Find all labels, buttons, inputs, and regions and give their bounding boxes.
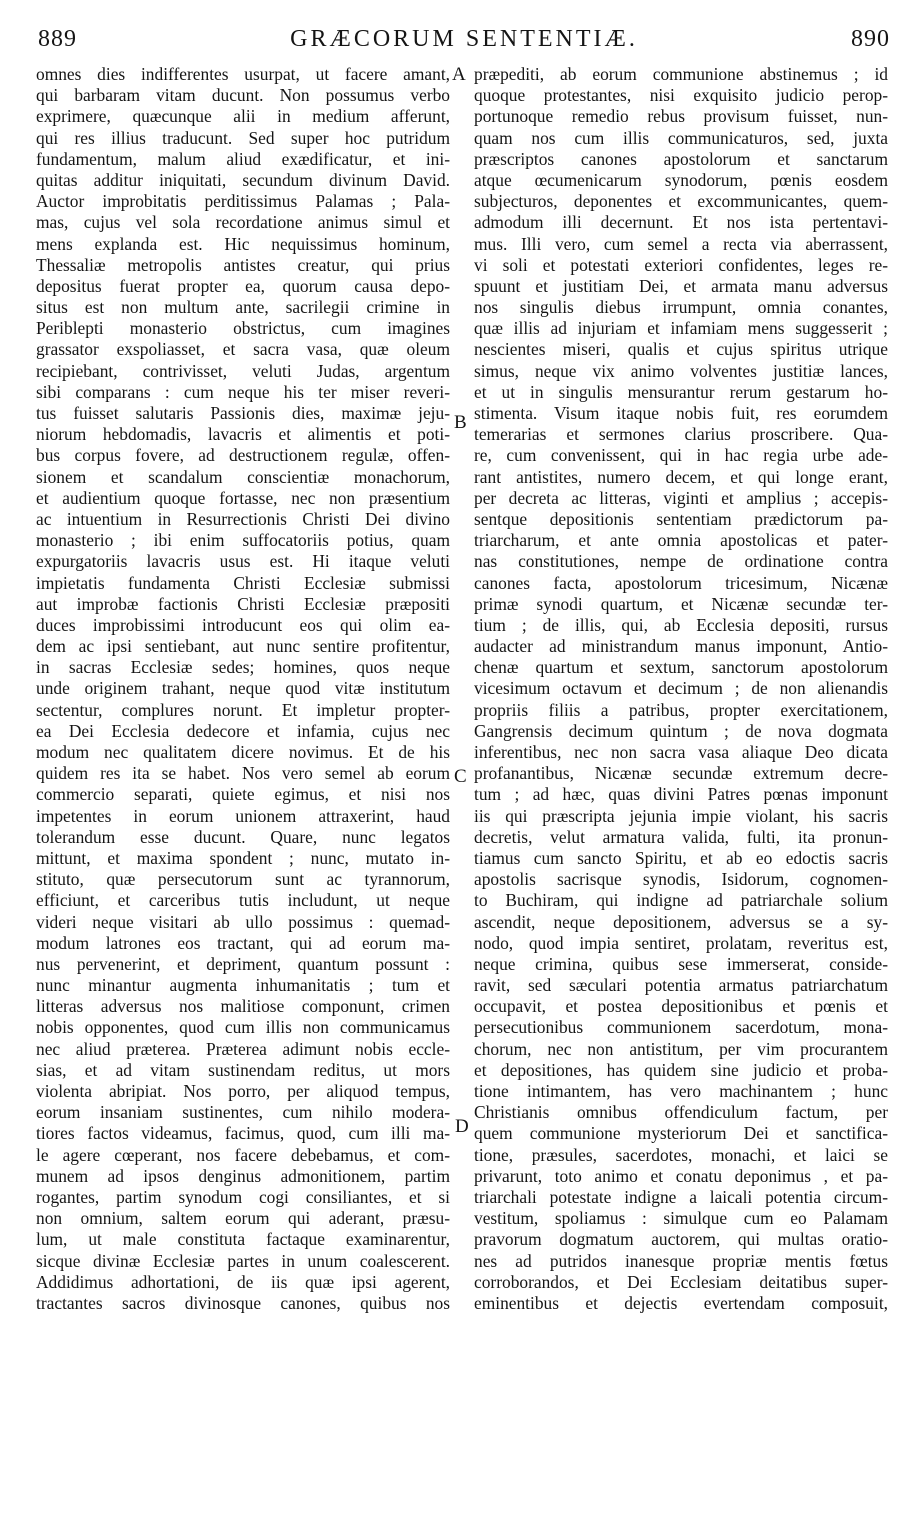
text-line: modum latrones eos tractant, qui ad eorum ma-	[36, 932, 450, 953]
text-line: profanantibus, Nicænæ secundæ extremum decre-	[474, 763, 888, 784]
text-line: nescientes miseri, qualis et cujus spiritus utrique	[474, 339, 888, 360]
text-line: Addidimus adhortationi, de iis quæ ipsi agerent,	[36, 1271, 450, 1292]
text-line: ascendit, neque depositionem, adversus se a sy-	[474, 911, 888, 932]
text-line: decretis, velut armatura valida, fulti, ita pronun-	[474, 826, 888, 847]
text-line: quoque protestantes, nisi exquisito judicio perop-	[474, 85, 888, 106]
text-line: mus. Illi vero, cum semel a recta via aberrassent,	[474, 233, 888, 254]
text-line: fundamentum, malum aliud exædificatur, et ini-	[36, 148, 450, 169]
text-line: Auctor improbitatis perditissimus Palamas ; Pala-	[36, 191, 450, 212]
text-line: Thessaliæ metropolis antistes creatur, qui prius	[36, 254, 450, 275]
text-line: quam nos cum illis communicaturos, sed, juxta	[474, 127, 888, 148]
text-line: sentque depositionis sententiam prædictorum pa-	[474, 508, 888, 529]
text-line: Christianis omnibus offendiculum factum, per	[474, 1102, 888, 1123]
text-line: chorum, nec non antistitum, per vim procurantem	[474, 1038, 888, 1059]
text-line: ea Dei Ecclesia dedecore et infamia, cujus nec	[36, 720, 450, 741]
text-line: to Buchiram, qui indigne ad patriarchale solium	[474, 890, 888, 911]
text-line: vestitum, spoliamus : simulque cum eo Palamam	[474, 1208, 888, 1229]
text-line: stimenta. Visum itaque nobis fuit, res eorumdem	[474, 403, 888, 423]
text-line: sias, et ad vitam sustinendam reditus, ut mors	[36, 1059, 450, 1080]
text-line: exprimere, quæcunque alii in medium afferunt,	[36, 106, 450, 127]
text-column-left	[36, 64, 450, 1314]
text-line: inferentibus, nec non sacra vasa aliaque Deo dicata	[474, 742, 888, 762]
section-marker-d: D	[455, 1116, 469, 1137]
text-line: duces improbissimi introducunt eos qui olim ea-	[36, 614, 450, 635]
text-line: mens explanda est. Hic nequissimus hominum,	[36, 233, 450, 254]
text-line: commercio separati, quiete egimus, et nisi nos	[36, 784, 450, 805]
text-line: eminentibus et dejectis evertendam composuit,	[474, 1292, 888, 1313]
text-line: triarchali potestate indigne a laicali potentia circum-	[474, 1186, 888, 1207]
text-line: depositus fuerat propter ea, quorum causa depo-	[36, 275, 450, 296]
text-line: nus pervenerint, et depriment, quantum possunt :	[36, 953, 450, 974]
text-line: subjecturos, deponentes et excommunicantes, quem-	[474, 191, 888, 212]
text-line: tium ; de illis, qui, ab Ecclesia depositi, rursus	[474, 614, 888, 635]
text-line: situs est non multum ante, sacrilegii crimine in	[36, 297, 450, 318]
text-line: pravorum dogmatum auctorem, qui multas oratio-	[474, 1229, 888, 1250]
text-line: corroborandos, et Dei Ecclesiam deitatibus super-	[474, 1271, 888, 1292]
text-line: tum ; ad hæc, quas divini Patres pœnas imponunt	[474, 784, 888, 805]
text-line: triarcharum, et ante omnia apostolicas et pater-	[474, 530, 888, 551]
text-line: chenæ quartum et sextum, sanctorum apostolorum	[474, 657, 888, 678]
text-line: simus, neque vix animo volventes justitiæ lances,	[474, 360, 888, 381]
text-line: admodum illi decernunt. Et nos ista pertentavi-	[474, 212, 888, 233]
text-line: dem ac ipsi sentiebant, aut nunc sentire profitentur,	[36, 636, 450, 657]
text-line: impetentes in eorum unionem attraxerint, haud	[36, 805, 450, 826]
text-line: modum nec qualitatem dicere novimus. Et de his	[36, 742, 450, 762]
text-line: nos singulis diebus irrumpunt, omnia conantes,	[474, 297, 888, 318]
text-line: non omnium, saltem eorum qui aderant, præsu-	[36, 1208, 450, 1229]
text-line: qui barbaram vitam ducunt. Non possumus verbo	[36, 85, 450, 106]
text-line: eorum insaniam sustinentes, cum nihilo modera-	[36, 1102, 450, 1123]
text-line: impietatis fundamenta Christi Ecclesiæ submissi	[36, 572, 450, 593]
text-line: privarunt, toto animo et conatu deponimus , et pa-	[474, 1165, 888, 1186]
text-line: bus corpus fovere, ad destructionem regulæ, offen-	[36, 445, 450, 466]
text-line: unde originem trahant, neque quod vitæ institutum	[36, 678, 450, 699]
text-line: portunoque remedio rebus provisum fuisset, nun-	[474, 106, 888, 127]
text-line: tus fuisset salutaris Passionis dies, maximæ jeju-	[36, 403, 450, 423]
text-line: et audientium quoque fortasse, nec non præsentium	[36, 487, 450, 508]
text-line: mas, cujus vel sola recordatione animus simul et	[36, 212, 450, 233]
text-line: atque œcumenicarum synodorum, pœnis eosdem	[474, 169, 888, 190]
text-line: nunc minantur augmenta inhumanitatis ; tum et	[36, 975, 450, 996]
text-line: occupavit, et postea depositionibus et pœnis et	[474, 996, 888, 1017]
text-line: quitas additur iniquitati, secundum divinum David.	[36, 169, 450, 190]
text-line: grassator exspoliasset, et sacra vasa, quæ oleum	[36, 339, 450, 360]
running-title: GRÆCORUM SENTENTIÆ.	[290, 26, 638, 52]
text-line: quæ illis ad injuriam et infamiam mens suggesserit ;	[474, 318, 888, 339]
text-line: litteras adversus nos malitiose componunt, crimen	[36, 996, 450, 1017]
text-line: temerarias et sermones clarius proscribere. Qua-	[474, 424, 888, 445]
text-line: præpediti, ab eorum communione abstinemus ; id	[474, 64, 888, 84]
text-line: monasterio ; ibi enim suffocatoriis potius, quam	[36, 530, 450, 551]
page-number-left: 889	[38, 26, 77, 52]
text-line: mittunt, et maxima spondent ; nunc, mutato in-	[36, 847, 450, 868]
text-line: et ut in singulis mensurantur rerum gestarum ho-	[474, 381, 888, 402]
text-line: tione, præsules, sacerdotes, monachi, et laici se	[474, 1144, 888, 1165]
text-line: ravit, sed sæculari potentia armatus patriarchatum	[474, 975, 888, 996]
section-marker-a: A	[452, 64, 466, 85]
text-line: recipiebant, contrivisset, veluti Judas, argentum	[36, 360, 450, 381]
text-line: ac intuentium in Resurrectionis Christi Dei divino	[36, 508, 450, 529]
text-line: tiores factos videamus, facimus, quod, cum illi ma-	[36, 1123, 450, 1144]
text-line: sibi comparans : cum neque his ter miser reveri-	[36, 381, 450, 402]
text-line: sicque divinæ Ecclesiæ partes in unum coalescerent.	[36, 1250, 450, 1271]
text-line: iis qui præscripta jejunia impie violant, his sacris	[474, 805, 888, 826]
text-line: efficiunt, et carceribus tutis includunt, ut neque	[36, 890, 450, 911]
text-line: violenta abripiat. Nos porro, per aliquod tempus,	[36, 1081, 450, 1101]
text-line: vi soli et potestati exteriori confidentes, leges re-	[474, 254, 888, 275]
text-line: re, cum convenissent, qui in hac regia urbe ade-	[474, 445, 888, 466]
text-line: tiamus cum sancto Spiritu, et ab eo edoctis sacris	[474, 847, 888, 868]
text-line: spuunt et justitiam Dei, et armata manu adversus	[474, 275, 888, 296]
text-line: tractantes sacros divinosque canones, quibus nos	[36, 1292, 450, 1313]
text-column-right	[474, 64, 888, 1314]
section-marker-c: C	[454, 766, 467, 787]
text-line: apostolis sacrisque synodis, Isidorum, cognomen-	[474, 869, 888, 890]
text-line: quem communione mysteriorum Dei et sanctifica-	[474, 1123, 888, 1144]
text-line: nas constitutiones, nempe de ordinatione contra	[474, 551, 888, 572]
text-line: nobis opponentes, quod cum illis non communicamus	[36, 1017, 450, 1038]
text-line: sionem et scandalum conscientiæ monachorum,	[36, 466, 450, 487]
text-line: canones facta, apostolorum tricesimum, Nicænæ	[474, 572, 888, 593]
text-line: tione intimantem, has vero machinantem ; hunc	[474, 1081, 888, 1101]
text-line: præscriptos canones apostolorum et sanctarum	[474, 148, 888, 169]
text-line: tolerandum esse ducunt. Quare, nunc legatos	[36, 826, 450, 847]
text-line: vicesimum octavum et decimum ; de non alienandis	[474, 678, 888, 699]
text-line: rant antistites, numero decem, et qui longe erant,	[474, 466, 888, 487]
text-line: nec aliud præterea. Præterea adimunt nobis eccle-	[36, 1038, 450, 1059]
text-line: videri neque visitari ab ullo possimus : quemad-	[36, 911, 450, 932]
page-header	[38, 26, 890, 60]
text-line: persecutionibus communionem sacerdotum, mona-	[474, 1017, 888, 1038]
text-line: in sacras Ecclesiæ sedes; homines, quos neque	[36, 657, 450, 678]
text-line: propriis filiis a patribus, propter exercitationem,	[474, 699, 888, 720]
text-line: aut improbæ factionis Christi Ecclesiæ præpositi	[36, 593, 450, 614]
text-line: nes ad putridos inanesque propriæ mentis fœtus	[474, 1250, 888, 1271]
text-line: expurgatoriis lavacris usus est. Hi itaque veluti	[36, 551, 450, 572]
text-line: omnes dies indifferentes usurpat, ut facere amant,	[36, 64, 450, 84]
text-line: sectentur, complures norunt. Et impletur propter-	[36, 699, 450, 720]
text-line: quidem res ita se habet. Nos vero semel ab eorum	[36, 763, 450, 784]
text-line: per decreta ac litteras, viginti et amplius ; accepis-	[474, 487, 888, 508]
text-line: niorum hebdomadis, lavacris et alimentis et poti-	[36, 424, 450, 445]
text-line: rogantes, partim synodum cogi consiliantes, et si	[36, 1186, 450, 1207]
text-line: audacter ad ministrandum manus imponunt, Antio-	[474, 636, 888, 657]
text-line: le agere cœperant, nos facere debebamus, et com-	[36, 1144, 450, 1165]
text-line: et depositiones, has quidem sine judicio et proba-	[474, 1059, 888, 1080]
text-line: qui res illius traducunt. Sed super hoc putridum	[36, 127, 450, 148]
section-marker-b: B	[454, 412, 467, 433]
text-line: neque crimina, quibus sese immerserat, conside-	[474, 953, 888, 974]
text-line: lum, ut male constituta factaque examinarentur,	[36, 1229, 450, 1250]
text-line: nodo, quod impia sentiret, prolatam, reveritus est,	[474, 932, 888, 953]
text-line: stituto, quæ persecutorum sunt ac tyrannorum,	[36, 869, 450, 890]
text-line: Gangrensis decimum quintum ; de nova dogmata	[474, 720, 888, 741]
text-line: munem ad ipsos denginus admonitionem, partim	[36, 1165, 450, 1186]
text-line: primæ synodi quartum, et Nicænæ secundæ ter-	[474, 593, 888, 614]
text-line: Peribleptі monasterio obstrictus, cum imagines	[36, 318, 450, 339]
page-number-right: 890	[851, 26, 890, 52]
